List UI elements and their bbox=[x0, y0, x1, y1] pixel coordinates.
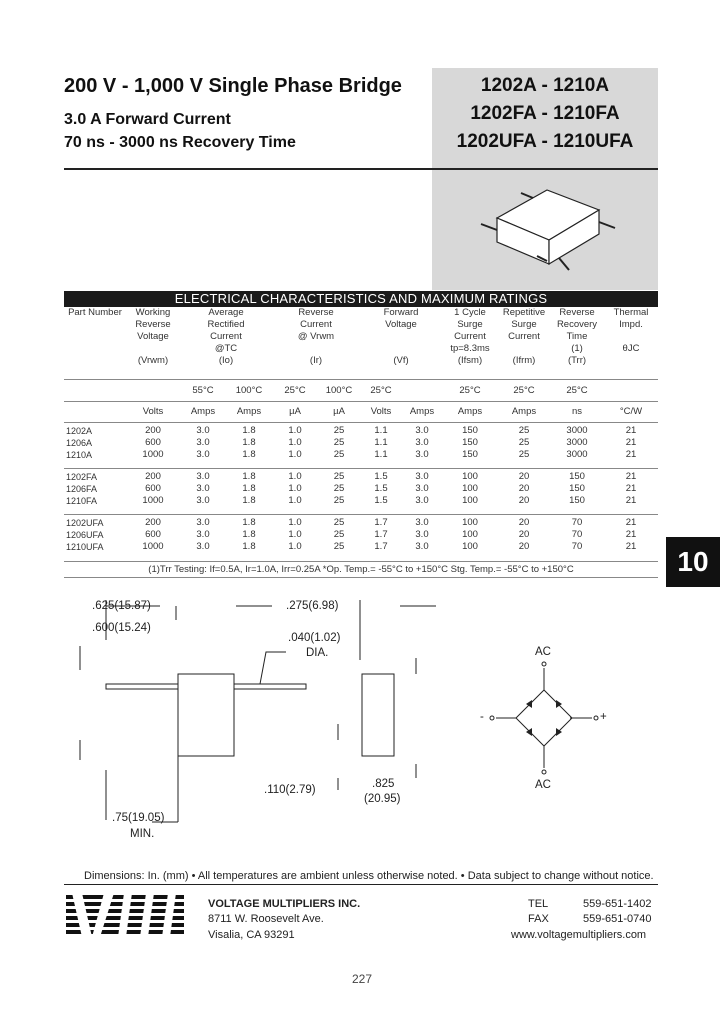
value-cell: 70 70 70 bbox=[550, 515, 604, 561]
col-header: Working Reverse Voltage (Vrwm) bbox=[135, 307, 171, 366]
unit-cell: Amps bbox=[402, 402, 442, 423]
cond-cell: 25°C bbox=[360, 380, 402, 402]
unit-cell: Amps bbox=[498, 402, 550, 423]
value-cell: 3.0 3.0 3.0 bbox=[402, 423, 442, 469]
col-header: Average Rectified Current @TC (Io) bbox=[207, 307, 245, 366]
table-row bbox=[64, 515, 658, 561]
ac-bottom-label: AC bbox=[535, 779, 551, 791]
col-header: Part Number bbox=[68, 307, 122, 318]
value-cell: 1.7 1.7 1.7 bbox=[360, 515, 402, 561]
value-cell: 25 25 25 bbox=[318, 469, 360, 515]
value-cell: 25 25 25 bbox=[318, 423, 360, 469]
cond-cell: 25°C bbox=[272, 380, 318, 402]
value-cell: 150 150 150 bbox=[442, 423, 498, 469]
unit-cell: µA bbox=[272, 402, 318, 423]
value-cell: 3000 3000 3000 bbox=[550, 423, 604, 469]
fax-number: 559-651-0740 bbox=[583, 913, 652, 925]
website-link[interactable]: www.voltagemultipliers.com bbox=[511, 929, 647, 941]
dim-height-mm: (20.95) bbox=[364, 793, 401, 805]
value-cell: 21 21 21 bbox=[604, 423, 658, 469]
value-cell: 1.0 1.0 1.0 bbox=[272, 515, 318, 561]
dim-body: .600(15.24) bbox=[92, 622, 151, 634]
value-cell: 1.1 1.1 1.1 bbox=[360, 423, 402, 469]
value-cell: 3.0 3.0 3.0 bbox=[180, 515, 226, 561]
footer-rule bbox=[64, 884, 658, 885]
cond-cell: 100°C bbox=[226, 380, 272, 402]
cond-cell: 25°C bbox=[550, 380, 604, 402]
table-title: ELECTRICAL CHARACTERISTICS AND MAXIMUM RATINGS bbox=[64, 291, 658, 307]
dim-height: .825 bbox=[372, 778, 395, 790]
unit-cell: µA bbox=[318, 402, 360, 423]
company-logo bbox=[64, 893, 186, 937]
part-range-ufa: 1202UFA - 1210UFA bbox=[456, 131, 634, 152]
dim-spacing: .110(2.79) bbox=[264, 784, 316, 796]
subtitle-current: 3.0 A Forward Current bbox=[64, 111, 231, 128]
value-cell: 3.0 3.0 3.0 bbox=[180, 469, 226, 515]
cond-cell: 100°C bbox=[318, 380, 360, 402]
col-header: Repetitive Surge Current (Ifrm) bbox=[502, 307, 546, 366]
part-number-panel bbox=[432, 68, 658, 290]
fax-label: FAX bbox=[528, 913, 549, 925]
cond-cell: 55°C bbox=[180, 380, 226, 402]
col-header: Forward Voltage (Vf) bbox=[383, 307, 419, 366]
value-cell: 20 20 20 bbox=[498, 515, 550, 561]
value-cell: 1.8 1.8 1.8 bbox=[226, 423, 272, 469]
footnote: Dimensions: In. (mm) • All temperatures are ambient unless otherwise noted. • Data subject to change without notice. bbox=[84, 870, 654, 882]
ratings-table bbox=[64, 291, 658, 578]
part-cell: 1202UFA 1206UFA 1210UFA bbox=[64, 515, 126, 561]
dim-dia: DIA. bbox=[306, 647, 329, 659]
value-cell: 3.0 3.0 3.0 bbox=[402, 515, 442, 561]
value-cell: 1.8 1.8 1.8 bbox=[226, 515, 272, 561]
unit-cell: Amps bbox=[226, 402, 272, 423]
tel-number: 559-651-1402 bbox=[583, 898, 652, 910]
value-cell: 25 25 25 bbox=[498, 423, 550, 469]
value-cell: 1.0 1.0 1.0 bbox=[272, 469, 318, 515]
cond-cell: 25°C bbox=[498, 380, 550, 402]
col-header: 1 Cycle Surge Current tp=8.3ms (Ifsm) bbox=[450, 307, 490, 366]
value-cell: 200 600 1000 bbox=[126, 515, 180, 561]
value-cell: 1.5 1.5 1.5 bbox=[360, 469, 402, 515]
package-illustration bbox=[477, 178, 617, 278]
header-rule bbox=[64, 168, 658, 170]
minus-label: - bbox=[480, 711, 484, 723]
unit-cell bbox=[64, 402, 126, 423]
unit-cell: Amps bbox=[442, 402, 498, 423]
units-row bbox=[64, 402, 658, 423]
value-cell: 20 20 20 bbox=[498, 469, 550, 515]
value-cell: 150 150 150 bbox=[550, 469, 604, 515]
cond-cell bbox=[64, 380, 126, 402]
col-header: Reverse Current @ Vrwm (Ir) bbox=[297, 307, 335, 366]
unit-cell: Volts bbox=[126, 402, 180, 423]
col-header: Reverse Recovery Time (1) (Trr) bbox=[556, 307, 598, 366]
value-cell: 3.0 3.0 3.0 bbox=[180, 423, 226, 469]
dim-lead: .040(1.02) bbox=[288, 632, 341, 644]
dim-width: .275(6.98) bbox=[286, 600, 339, 612]
col-header: Thermal Impd. θJC bbox=[613, 307, 649, 354]
cond-cell: 25°C bbox=[442, 380, 498, 402]
table-footnote: (1)Trr Testing: If=0.5A, Ir=1.0A, Irr=0.25A *Op. Temp.= -55°C to +150°C Stg. Temp.= -55°C to +150°C bbox=[64, 561, 658, 577]
section-tab: 10 bbox=[666, 537, 720, 587]
company-address1: 8711 W. Roosevelt Ave. bbox=[208, 913, 324, 925]
header-row bbox=[64, 307, 658, 380]
dim-lead-length: .75(19.05) bbox=[112, 812, 165, 824]
value-cell: 1.0 1.0 1.0 bbox=[272, 423, 318, 469]
value-cell: 1.8 1.8 1.8 bbox=[226, 469, 272, 515]
value-cell: 100 100 100 bbox=[442, 515, 498, 561]
dim-min: MIN. bbox=[130, 828, 155, 840]
unit-cell: °C/W bbox=[604, 402, 658, 423]
ac-top-label: AC bbox=[535, 646, 551, 658]
unit-cell: ns bbox=[550, 402, 604, 423]
dim-length: .625(15.87) bbox=[92, 600, 151, 612]
value-cell: 25 25 25 bbox=[318, 515, 360, 561]
plus-label: + bbox=[600, 711, 607, 723]
cond-cell bbox=[126, 380, 180, 402]
value-cell: 200 600 1000 bbox=[126, 423, 180, 469]
cond-cell bbox=[402, 380, 442, 402]
part-range-a: 1202A - 1210A bbox=[480, 75, 610, 96]
unit-cell: Amps bbox=[180, 402, 226, 423]
value-cell: 21 21 21 bbox=[604, 515, 658, 561]
company-address2: Visalia, CA 93291 bbox=[208, 929, 295, 941]
part-cell: 1202FA 1206FA 1210FA bbox=[64, 469, 126, 515]
page-number: 227 bbox=[352, 972, 373, 986]
subtitle-recovery: 70 ns - 3000 ns Recovery Time bbox=[64, 134, 296, 151]
company-name: VOLTAGE MULTIPLIERS INC. bbox=[208, 898, 361, 910]
part-range-fa: 1202FA - 1210FA bbox=[470, 103, 620, 124]
value-cell: 3.0 3.0 3.0 bbox=[402, 469, 442, 515]
value-cell: 200 600 1000 bbox=[126, 469, 180, 515]
unit-cell: Volts bbox=[360, 402, 402, 423]
tel-label: TEL bbox=[528, 898, 549, 910]
table-row bbox=[64, 423, 658, 469]
conditions-row bbox=[64, 380, 658, 402]
value-cell: 100 100 100 bbox=[442, 469, 498, 515]
part-cell: 1202A 1206A 1210A bbox=[64, 423, 126, 469]
cond-cell bbox=[604, 380, 658, 402]
page-title: 200 V - 1,000 V Single Phase Bridge bbox=[64, 75, 402, 97]
value-cell: 21 21 21 bbox=[604, 469, 658, 515]
table-row bbox=[64, 469, 658, 515]
